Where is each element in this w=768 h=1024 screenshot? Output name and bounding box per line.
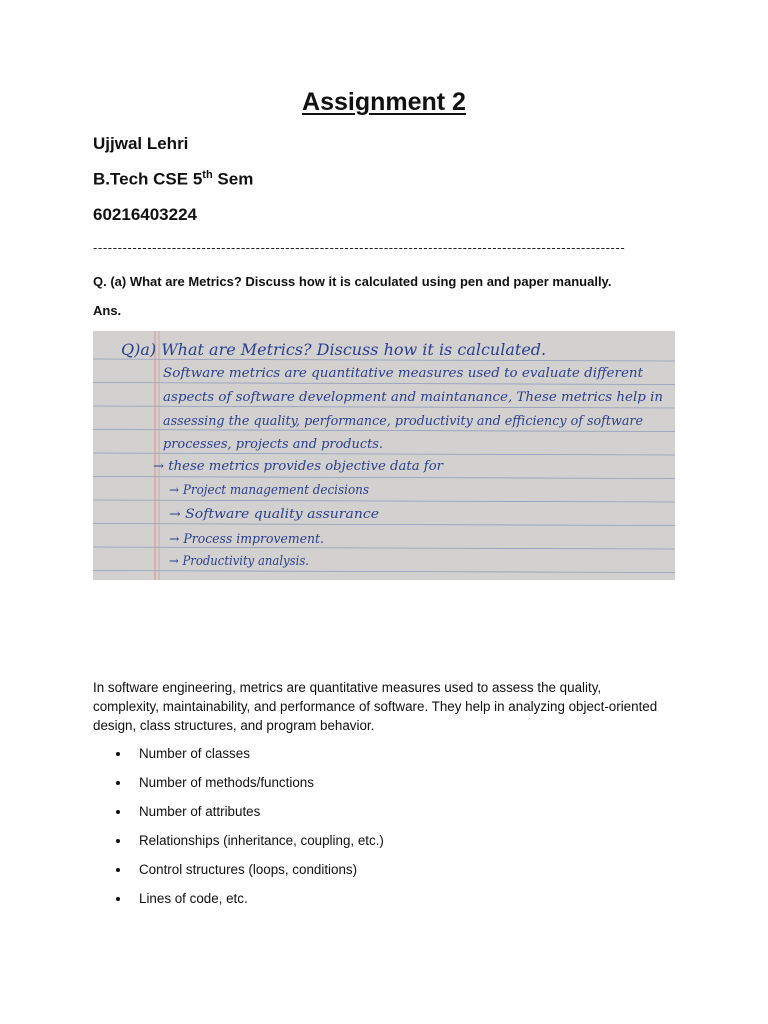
page-title: Assignment 2	[302, 88, 466, 116]
note-line-5: processes, projects and products.	[163, 436, 383, 451]
note-line-2: Software metrics are quantitative measures used to evaluate different	[163, 365, 644, 380]
course-superscript: th	[202, 169, 213, 181]
list-item-text: Lines of code, etc.	[139, 891, 248, 906]
note-line-6: → these metrics provides objective data for	[153, 458, 445, 473]
handwritten-note-photo	[93, 331, 675, 580]
list-item	[93, 744, 384, 773]
notebook-page-svg	[93, 331, 675, 580]
list-item	[93, 889, 384, 918]
list-item	[93, 860, 384, 889]
note-line-7: → Project management decisions	[169, 482, 370, 497]
list-item	[93, 773, 384, 802]
bullet-dot-icon	[116, 810, 120, 814]
roll-number: 60216403224	[93, 205, 198, 224]
list-item-text: Relationships (inheritance, coupling, etc.)	[139, 833, 384, 848]
bullet-dot-icon	[116, 839, 120, 843]
dashed-divider: ------------------------------------------------------------------------------------------------------------	[93, 240, 626, 255]
note-line-10: → Productivity analysis.	[169, 553, 309, 568]
bullet-dot-icon	[116, 752, 120, 756]
metrics-bullet-list	[93, 744, 384, 918]
course-prefix: B.Tech CSE 5	[93, 169, 203, 189]
note-line-3: aspects of software development and maintanance, These metrics help in	[163, 389, 663, 404]
question-text: Q. (a) What are Metrics? Discuss how it is calculated using pen and paper manually.	[93, 274, 612, 289]
note-line-4: assessing the quality, performance, productivity and efficiency of software	[163, 413, 643, 428]
list-item-text: Number of methods/functions	[139, 775, 314, 790]
bullet-dot-icon	[116, 868, 120, 872]
course-line	[93, 169, 253, 190]
list-item	[93, 831, 384, 860]
note-line-1: Q)a) What are Metrics? Discuss how it is calculated.	[121, 340, 547, 359]
bullet-dot-icon	[116, 781, 120, 785]
bullet-dot-icon	[116, 897, 120, 901]
list-item-text: Number of attributes	[139, 804, 261, 819]
note-line-9: → Process improvement.	[169, 531, 324, 546]
list-item-text: Control structures (loops, conditions)	[139, 862, 358, 877]
list-item	[93, 802, 384, 831]
course-suffix: Sem	[212, 169, 254, 189]
list-item-text: Number of classes	[139, 746, 250, 761]
answer-label: Ans.	[93, 303, 122, 318]
author-name: Ujjwal Lehri	[93, 134, 189, 153]
note-line-8: → Software quality assurance	[169, 506, 379, 521]
body-paragraph: In software engineering, metrics are quantitative measures used to assess the quality, complexity, maintainability, and performance of software. They help in analyzing object-oriented design, class structures, and program behavior.	[93, 680, 658, 733]
